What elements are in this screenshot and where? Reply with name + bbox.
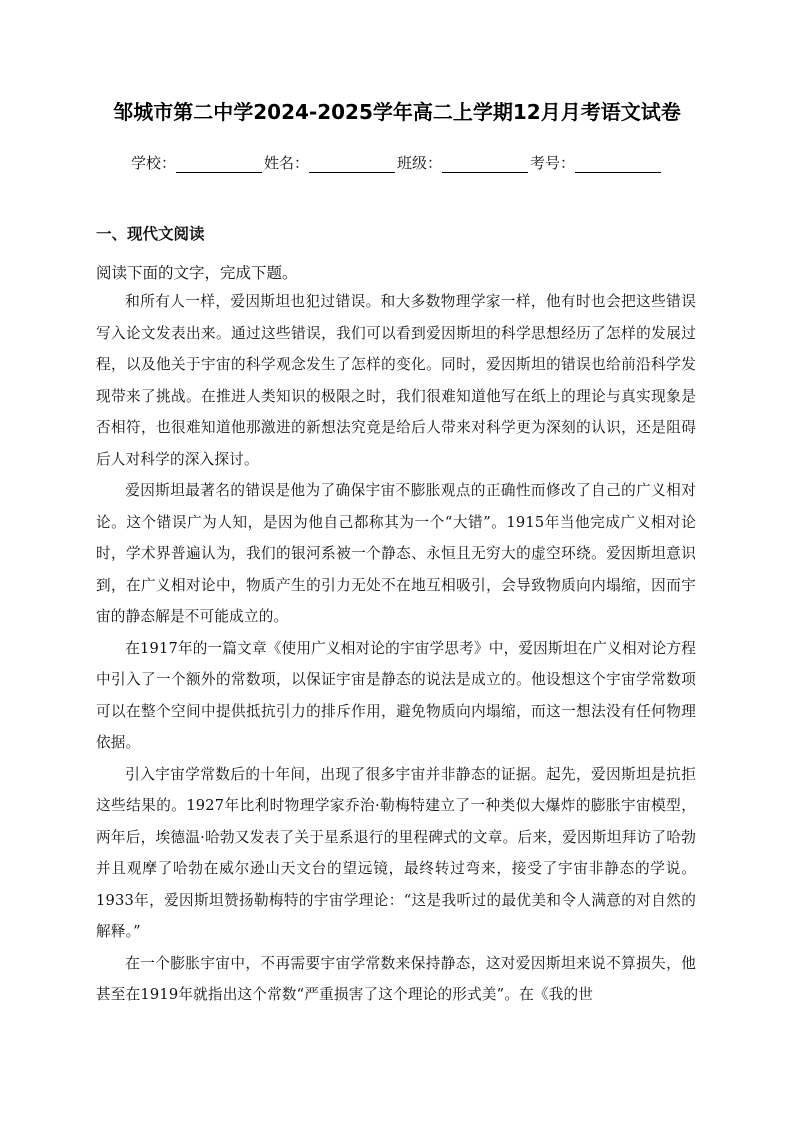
info-school bbox=[131, 152, 264, 173]
student-info-row bbox=[0, 152, 794, 173]
paragraph: 和所有人一样，爱因斯坦也犯过错误。和大多数物理学家一样，他有时也会把这些错误写入论文发表出来。通过这些错误，我们可以看到爱因斯坦的科学思想经历了怎样的发展过程，以及他关于宇宙的科学观念发生了怎样的变化。同时，爱因斯坦的错误也给前沿科学发现带来了挑战。在推进人类知识的极限之时，我们很难知道他写在纸上的理论与真实现象是否相符，也很难知道他那激进的新想法究竟是给后人带来对科学更为深刻的认识，还是阻碍后人对科学的深入探讨。 bbox=[96, 293, 696, 468]
paragraph: 引入宇宙学常数后的十年间，出现了很多宇宙并非静态的证据。起先，爱因斯坦是抗拒这些结果的。1927年比利时物理学家乔治·勒梅特建立了一种类似大爆炸的膨胀宇宙模型，两年后，埃德温·哈勃又发表了关于星系退行的里程碑式的文章。后来，爱因斯坦拜访了哈勃并且观摩了哈勃在威尔逊山天文台的望远镜，最终转过弯来，接受了宇宙非静态的学说。1933年，爱因斯坦赞扬勒梅特的宇宙学理论：“这是我听过的最优美和令人满意的对自然的解释。” bbox=[96, 765, 696, 940]
info-label: 考号： bbox=[530, 154, 576, 172]
paragraph: 爱因斯坦最著名的错误是他为了确保宇宙不膨胀观点的正确性而修改了自己的广义相对论。这个错误广为人知，是因为他自己都称其为一个“大错”。1915年当他完成广义相对论时，学术界普遍认为，我们的银河系被一个静态、永恒且无穷大的虚空环绕。爱因斯坦意识到，在广义相对论中，物质产生的引力无处不在地互相吸引，会导致物质向内塌缩，因而宇宙的静态解是不可能成立的。 bbox=[96, 482, 696, 625]
exam-title: 邹城市第二中学2024-2025学年高二上学期12月月考语文试卷 bbox=[113, 100, 681, 124]
info-label: 班级： bbox=[397, 154, 443, 172]
info-exam-number bbox=[530, 152, 663, 173]
name-blank[interactable] bbox=[309, 156, 395, 173]
paragraph: 在1917年的一篇文章《使用广义相对论的宇宙学思考》中，爱因斯坦在广义相对论方程中引入了一个额外的常数项，以保证宇宙是静态的说法是成立的。他设想这个宇宙学常数项可以在整个空间中提供抵抗引力的排斥作用，避免物质向内塌缩，而这一想法没有任何物理依据。 bbox=[96, 639, 696, 751]
reading-instruction: 阅读下面的文字，完成下题。 bbox=[96, 264, 298, 282]
paragraph: 在一个膨胀宇宙中，不再需要宇宙学常数来保持静态，这对爱因斯坦来说不算损失，他甚至在1919年就指出这个常数“严重损害了这个理论的形式美”。在《我的世 bbox=[96, 954, 696, 1003]
info-label: 姓名： bbox=[263, 154, 309, 172]
info-name bbox=[264, 152, 397, 173]
info-class bbox=[397, 152, 530, 173]
school-blank[interactable] bbox=[176, 156, 262, 173]
exam-number-blank[interactable] bbox=[575, 156, 661, 173]
reading-passage bbox=[96, 286, 696, 1011]
info-label: 学校： bbox=[130, 154, 176, 172]
section-heading: 一、现代文阅读 bbox=[96, 225, 205, 243]
class-blank[interactable] bbox=[442, 156, 528, 173]
